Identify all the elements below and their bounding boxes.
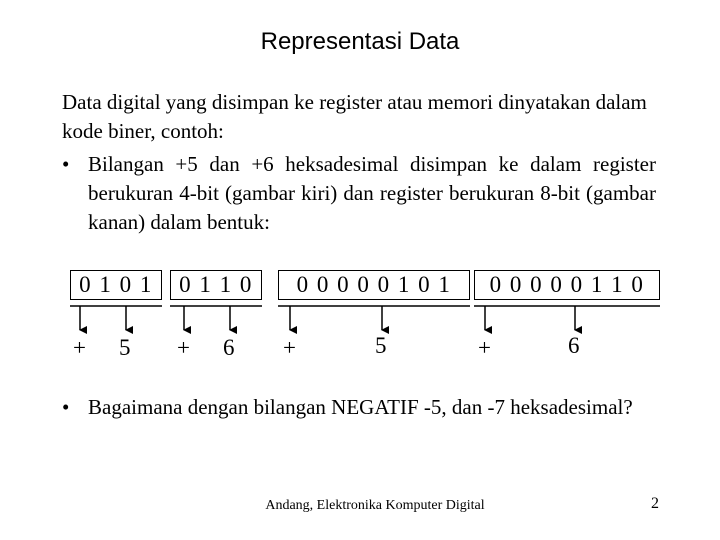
sign-label-2: + <box>177 335 190 360</box>
register-8bit-plus5: 0 0 0 0 0 1 0 1 <box>278 270 470 300</box>
bullet-text: Bilangan +5 dan +6 heksadesimal disimpan ke dalam register berukuran 4-bit (gambar kiri) dan register berukuran 8-bit (gambar kanan) dalam bentuk: <box>88 152 656 234</box>
value-label-1: 5 <box>119 335 131 360</box>
slide-title: Representasi Data <box>260 28 460 55</box>
page-number: 2 <box>651 495 659 512</box>
footer-text: Andang, Elektronika Komputer Digital <box>265 498 485 513</box>
value-label-3: 5 <box>375 333 387 358</box>
sign-label-3: + <box>283 335 296 360</box>
register-4bit-plus5: 0 1 0 1 <box>70 270 162 300</box>
value-label-2: 6 <box>223 335 235 360</box>
bullet-icon: • <box>62 152 70 176</box>
bullet-text: Bagaimana dengan bilangan NEGATIF -5, dan -7 heksadesimal? <box>88 395 633 419</box>
value-label-4: 6 <box>568 333 580 358</box>
sign-label-1: + <box>73 335 86 360</box>
register-8bit-plus6: 0 0 0 0 0 1 1 0 <box>474 270 660 300</box>
bullet-item-2 <box>62 393 656 422</box>
register-4bit-plus6: 0 1 1 0 <box>170 270 262 300</box>
sign-label-4: + <box>478 335 491 360</box>
intro-paragraph: Data digital yang disimpan ke register atau memori dinyatakan dalam kode biner, contoh: <box>62 90 647 143</box>
bullet-icon: • <box>62 395 70 419</box>
